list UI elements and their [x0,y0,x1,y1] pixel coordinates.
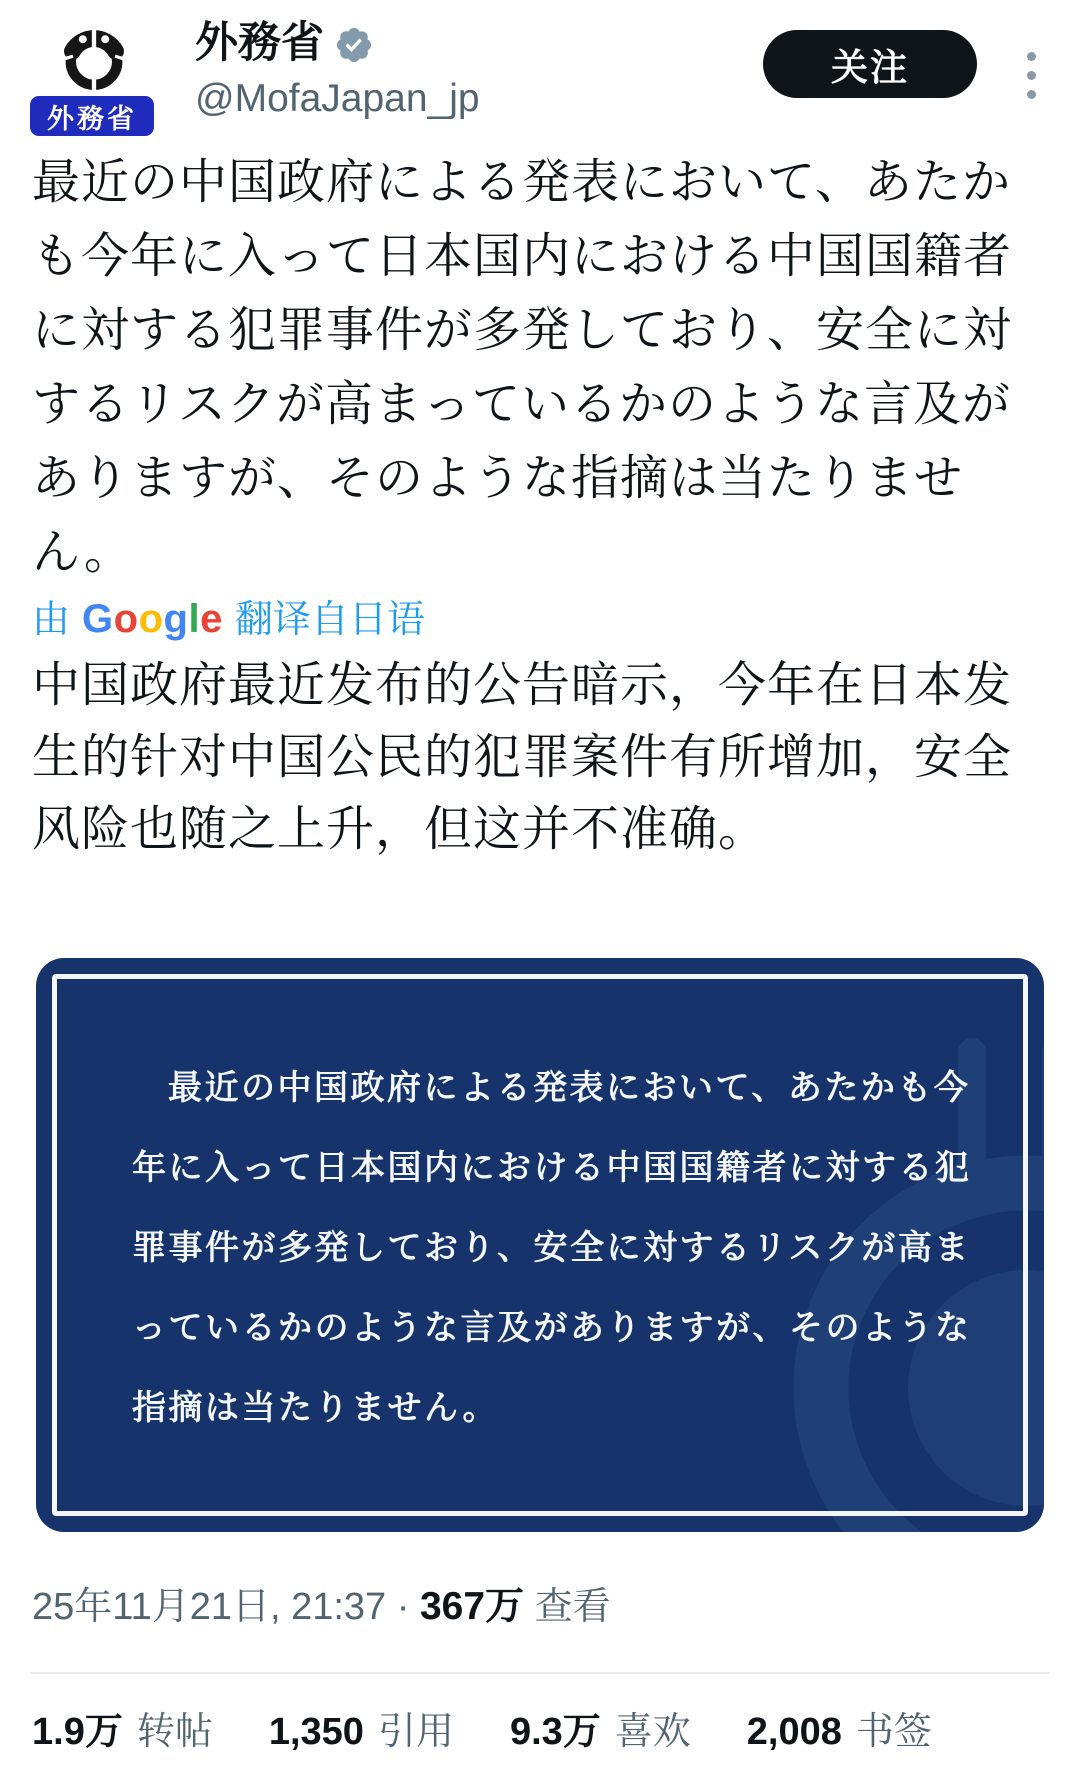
card-text-line: 年に入って日本国内における中国国籍者に対する犯 [132,1149,972,1187]
card-text-line: 罪事件が多発しており、安全に対するリスクが高ま [132,1229,971,1267]
ellipsis-dot [1027,90,1036,99]
quotes-stat[interactable] [269,1704,454,1760]
views-label: 查看 [534,1586,611,1628]
card-text-line: 指摘は当たりません。 [132,1389,500,1427]
follow-button[interactable]: 关注 [763,30,977,98]
stat-label: 书签 [855,1711,932,1753]
tweet-text-line: 最近の中国政府による発表において、あたか [32,156,1012,209]
user-handle[interactable]: @MofaJapan_jp [195,77,480,120]
tweet-original-text [32,146,1052,590]
engagement-stats-row [32,1704,1052,1760]
ellipsis-dot [1027,52,1036,61]
stat-value: 1.9万 [32,1711,123,1753]
ellipsis-dot [1027,71,1036,80]
bookmarks-stat[interactable] [747,1704,932,1760]
reposts-stat[interactable] [32,1704,213,1760]
tweet-text-line: 生的针对中国公民的犯罪案件有所增加，安全 [32,731,1013,784]
stat-label: 喜欢 [614,1711,691,1753]
tweet-text-line: 中国政府最近发布的公告暗示，今年在日本发 [32,659,1013,712]
stat-value: 1,350 [268,1711,364,1753]
divider [30,1672,1050,1674]
more-options-button[interactable] [1006,40,1056,110]
stat-value: 2,008 [746,1711,842,1753]
dot-separator: · [396,1586,410,1628]
card-text-line: 最近の中国政府による発表において、あたかも今 [168,1069,971,1107]
translate-suffix: 翻译自日语 [234,599,425,641]
media-card-image[interactable] [36,958,1044,1532]
tweet-text-line: に対する犯罪事件が多発しており、安全に対 [32,304,1013,357]
views-count: 367万 [419,1585,525,1628]
verified-badge-icon [334,25,374,65]
avatar[interactable] [30,14,158,136]
display-name[interactable]: 外務省 [195,19,324,67]
stat-value: 9.3万 [509,1711,601,1753]
tweet-text-line: も今年に入って日本国内における中国国籍者 [32,230,1013,283]
timestamp-views-row [32,1580,1052,1634]
name-block [195,18,480,122]
tweet-text-line: するリスクが高まっているかのような言及が [32,378,1012,431]
stat-label: 引用 [377,1711,454,1753]
tweet-translated-text [32,650,1052,866]
tweet-header [0,0,1080,140]
avatar-label: 外務省 [30,96,154,136]
tweet-text-line: ありますが、そのような指摘は当たりませ [32,452,964,505]
card-text-line: っているかのような言及がありますが、そのような [132,1309,972,1347]
translate-attribution[interactable] [32,588,425,643]
translate-prefix: 由 [32,599,71,641]
mofa-crest-icon [54,16,134,96]
google-logo: Google [82,597,223,641]
tweet-text-line: 风险也随之上升，但这并不准确。 [32,803,768,856]
timestamp: 25年11月21日, 21:37 [32,1586,387,1628]
tweet-text-line: ん。 [32,526,133,579]
card-statement-text [132,1048,988,1448]
stat-label: 转帖 [136,1711,213,1753]
likes-stat[interactable] [510,1704,691,1760]
